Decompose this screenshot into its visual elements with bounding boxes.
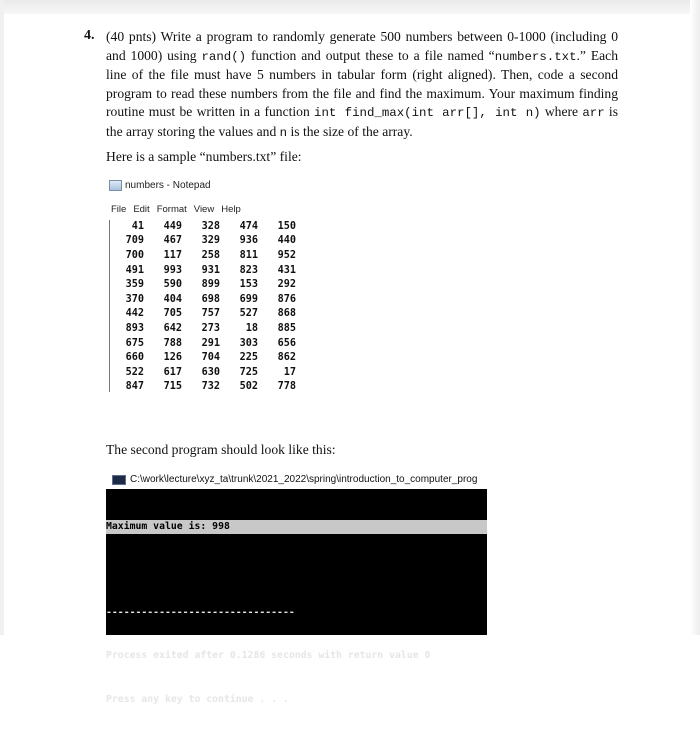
console-line-blank xyxy=(106,563,487,577)
number-cell: 732 xyxy=(201,381,220,393)
console-titlebar xyxy=(106,470,487,489)
number-cell: 823 xyxy=(239,264,258,276)
number-cell: 893 xyxy=(125,322,144,334)
number-cell: 449 xyxy=(163,220,182,232)
number-cell: 952 xyxy=(277,249,296,261)
number-cell: 467 xyxy=(163,235,182,247)
number-cell: 709 xyxy=(125,235,144,247)
console-line-separator: -------------------------------- xyxy=(106,607,295,619)
console-output xyxy=(106,491,487,736)
number-cell: 617 xyxy=(163,366,182,378)
console-line-process: Process exited after 0.1286 seconds with return value 0 xyxy=(106,650,431,662)
number-cell: 876 xyxy=(277,293,296,305)
table-row xyxy=(116,263,296,278)
left-edge xyxy=(0,0,4,635)
number-cell: 527 xyxy=(239,308,258,320)
number-cell: 150 xyxy=(277,220,296,232)
console-icon xyxy=(112,475,126,485)
table-row xyxy=(116,307,296,322)
number-cell: 788 xyxy=(163,337,182,349)
code-n: n xyxy=(279,125,288,140)
menu-view[interactable]: View xyxy=(193,204,215,215)
menu-file[interactable]: File xyxy=(111,204,127,215)
notepad-title: numbers - Notepad xyxy=(125,180,211,191)
console-line-continue: Press any key to continue . . . xyxy=(106,693,289,705)
number-cell: 868 xyxy=(277,308,296,320)
code-filename: numbers.txt xyxy=(494,49,577,64)
menu-edit[interactable]: Edit xyxy=(133,204,150,215)
table-row xyxy=(116,219,296,234)
number-cell: 329 xyxy=(201,235,220,247)
number-cell: 292 xyxy=(277,279,296,291)
number-cell: 225 xyxy=(239,352,258,364)
number-cell: 700 xyxy=(125,249,144,261)
number-cell: 862 xyxy=(277,352,296,364)
question-text-part: where xyxy=(540,104,583,120)
right-edge xyxy=(690,0,700,635)
console-line-max: Maximum value is: 998 xyxy=(106,520,487,534)
number-cell: 660 xyxy=(125,352,144,364)
code-arr: arr xyxy=(582,106,605,121)
number-cell: 370 xyxy=(125,293,144,305)
table-row xyxy=(116,350,296,365)
notepad-icon xyxy=(109,180,122,191)
notepad-titlebar xyxy=(109,180,211,191)
number-cell: 273 xyxy=(201,322,220,334)
number-cell: 442 xyxy=(125,308,144,320)
text-cursor xyxy=(109,220,110,392)
number-cell: 491 xyxy=(125,264,144,276)
table-row xyxy=(116,248,296,263)
number-cell: 291 xyxy=(201,337,220,349)
second-heading: The second program should look like this: xyxy=(106,442,336,457)
number-cell: 41 xyxy=(131,220,144,232)
console-window[interactable] xyxy=(106,470,487,705)
sample-heading: Here is a sample “numbers.txt” file: xyxy=(106,149,302,164)
number-cell: 359 xyxy=(125,279,144,291)
console-title: C:\work\lecture\xyz_ta\trunk\2021_2022\spring\introduction_to_computer_prog xyxy=(130,474,478,485)
number-cell: 931 xyxy=(201,264,220,276)
question-text-part: function and output these to a file named “ xyxy=(246,47,495,63)
number-cell: 630 xyxy=(201,366,220,378)
number-cell: 675 xyxy=(125,337,144,349)
code-rand: rand() xyxy=(201,49,247,64)
number-cell: 303 xyxy=(239,337,258,349)
number-cell: 502 xyxy=(239,381,258,393)
number-cell: 847 xyxy=(125,381,144,393)
table-row xyxy=(116,277,296,292)
number-cell: 715 xyxy=(163,381,182,393)
table-row xyxy=(116,321,296,336)
table-row xyxy=(116,292,296,307)
code-function-signature: int find_max(int arr[], int n) xyxy=(314,106,541,121)
number-cell: 725 xyxy=(239,366,258,378)
table-row xyxy=(116,336,296,351)
question-text-part: is the size of the array. xyxy=(287,123,413,139)
number-cell: 17 xyxy=(283,366,296,378)
number-cell: 699 xyxy=(239,293,258,305)
question-text-part: (40 pnts) Write a program to randomly generate 500 numbers between 0-1000 (including 0 and 1000) using xyxy=(106,29,618,63)
number-cell: 757 xyxy=(201,308,220,320)
number-cell: 431 xyxy=(277,264,296,276)
number-cell: 153 xyxy=(239,279,258,291)
number-cell: 656 xyxy=(277,337,296,349)
numbers-table[interactable] xyxy=(116,219,296,394)
number-cell: 698 xyxy=(201,293,220,305)
number-cell: 126 xyxy=(163,352,182,364)
question-text-part: .” Each line of the file must have 5 numbers in tabular form (right aligned). Then, code a second program to read these numbers from the file and find the maximum. Your maximum finding routine must be written in a function xyxy=(106,47,619,120)
number-cell: 778 xyxy=(277,381,296,393)
table-row xyxy=(116,365,296,380)
notepad-window xyxy=(107,179,312,396)
number-cell: 811 xyxy=(239,249,258,261)
number-cell: 474 xyxy=(239,220,258,232)
notepad-menubar xyxy=(111,204,241,215)
number-cell: 885 xyxy=(277,322,296,334)
number-cell: 18 xyxy=(245,322,258,334)
top-edge xyxy=(0,0,700,14)
number-cell: 440 xyxy=(277,235,296,247)
number-cell: 522 xyxy=(125,366,144,378)
number-cell: 590 xyxy=(163,279,182,291)
question-number: 4. xyxy=(84,28,95,43)
number-cell: 404 xyxy=(163,293,182,305)
question-text-part: is the array storing the values and xyxy=(106,104,618,139)
number-cell: 642 xyxy=(163,322,182,334)
number-cell: 328 xyxy=(201,220,220,232)
number-cell: 993 xyxy=(163,264,182,276)
number-cell: 705 xyxy=(163,308,182,320)
table-row xyxy=(116,234,296,249)
number-cell: 899 xyxy=(201,279,220,291)
menu-format[interactable]: Format xyxy=(156,204,187,215)
menu-help[interactable]: Help xyxy=(221,204,241,215)
number-cell: 117 xyxy=(163,249,182,261)
number-cell: 704 xyxy=(201,352,220,364)
number-cell: 936 xyxy=(239,235,258,247)
question-text xyxy=(106,28,618,143)
table-row xyxy=(116,380,296,395)
number-cell: 258 xyxy=(201,249,220,261)
